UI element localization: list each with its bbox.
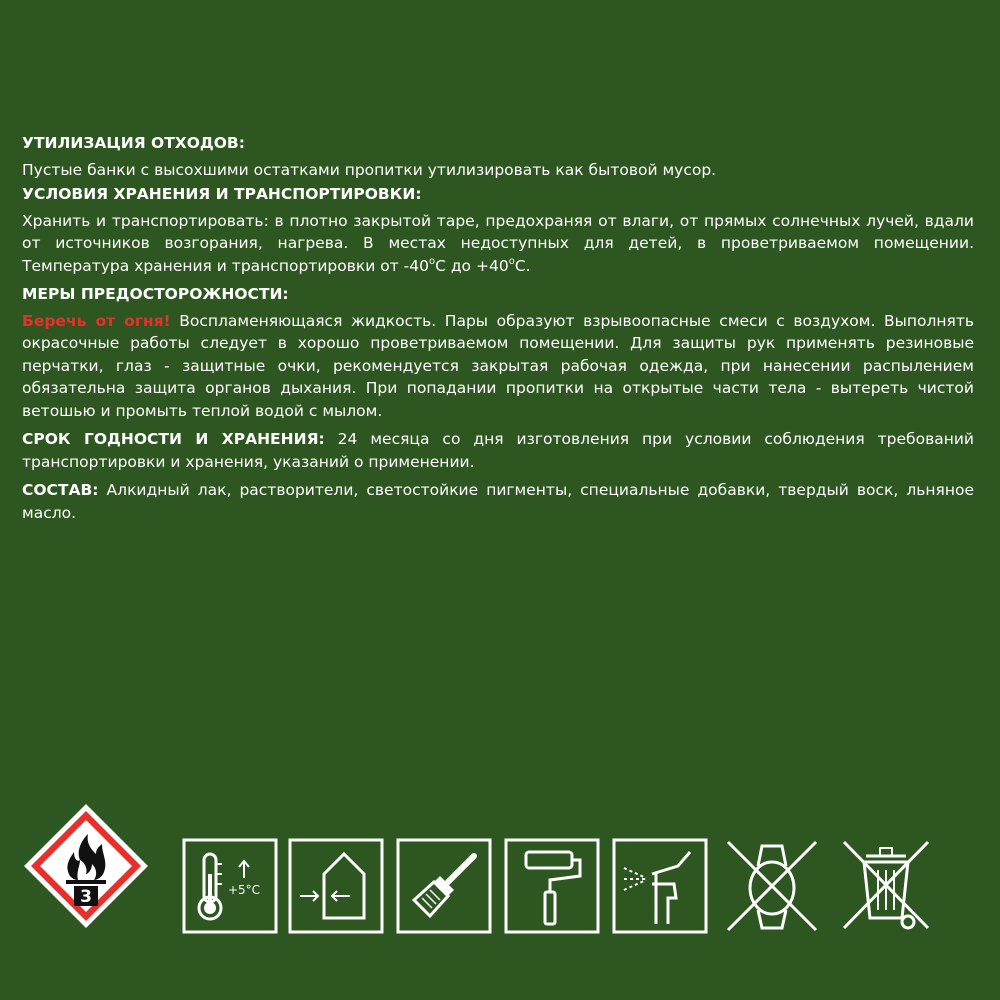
composition-text: Алкидный лак, растворители, светостойкие пигменты, специальные добавки, твердый воск, льняное масло. xyxy=(22,481,974,522)
product-info xyxy=(22,132,974,530)
paint-roller-icon xyxy=(504,838,600,934)
precautions-section xyxy=(22,283,974,422)
no-drain-icon xyxy=(722,836,822,936)
shelf-life-text: 24 месяца со дня изготовления при условии соблюдения требований транспортировки и хранения, указаний о применении. xyxy=(22,430,974,471)
fire-warning: Беречь от огня! xyxy=(22,311,171,330)
disposal-section xyxy=(22,132,974,181)
storage-text-mid: С до +40 xyxy=(435,256,509,275)
precautions-text: Воспламеняющаяся жидкость. Пары образуют взрывоопасные смеси с воздухом. Выполнять окрасочные работы следует в хорошо проветриваемом помещении. Для защиты рук применять резиновые перчатки, глаз - защитные очки, рекомендуется закрытая рабочая одежда, при нанесении распылением обязательна защита органов дыхания. При попадании пропитки на открытые части тела - вытереть чистой ветошью и промыть теплой водой с мылом. xyxy=(22,311,975,420)
storage-heading: УСЛОВИЯ ХРАНЕНИЯ И ТРАНСПОРТИРОВКИ: xyxy=(22,185,422,203)
composition-label: СОСТАВ: xyxy=(22,481,99,499)
hazard-class-number: 3 xyxy=(80,887,92,907)
crossed-bin-icon xyxy=(836,836,936,936)
spray-gun-icon xyxy=(612,838,708,934)
storage-text: Хранить и транспортировать: в плотно закрытой таре, предохраняя от влаги, от прямых солнечных лучей, вдали от источников возгорания, нагрева. В местах недоступных для детей, в проветриваемом помещении. Температура хранения и транспортировки от -40 xyxy=(22,211,974,275)
pictogram-row xyxy=(22,830,982,930)
storage-text-end: С. xyxy=(514,256,531,275)
indoor-use-icon xyxy=(288,838,384,934)
temperature-label: +5°C xyxy=(227,883,261,897)
flammable-hazard-icon xyxy=(22,802,150,930)
disposal-text: Пустые банки с высохшими остатками пропитки утилизировать как бытовой мусор. xyxy=(22,160,717,179)
degree-sign: о xyxy=(428,255,436,267)
temperature-icon xyxy=(182,838,278,934)
shelf-life-section xyxy=(22,428,974,473)
storage-section xyxy=(22,183,974,277)
degree-sign: о xyxy=(508,255,515,267)
disposal-heading: УТИЛИЗАЦИЯ ОТХОДОВ: xyxy=(22,134,245,152)
brush-icon xyxy=(396,838,492,934)
shelf-life-label: СРОК ГОДНОСТИ И ХРАНЕНИЯ: xyxy=(22,430,325,448)
precautions-heading: МЕРЫ ПРЕДОСТОРОЖНОСТИ: xyxy=(22,285,289,303)
composition-section xyxy=(22,479,974,524)
